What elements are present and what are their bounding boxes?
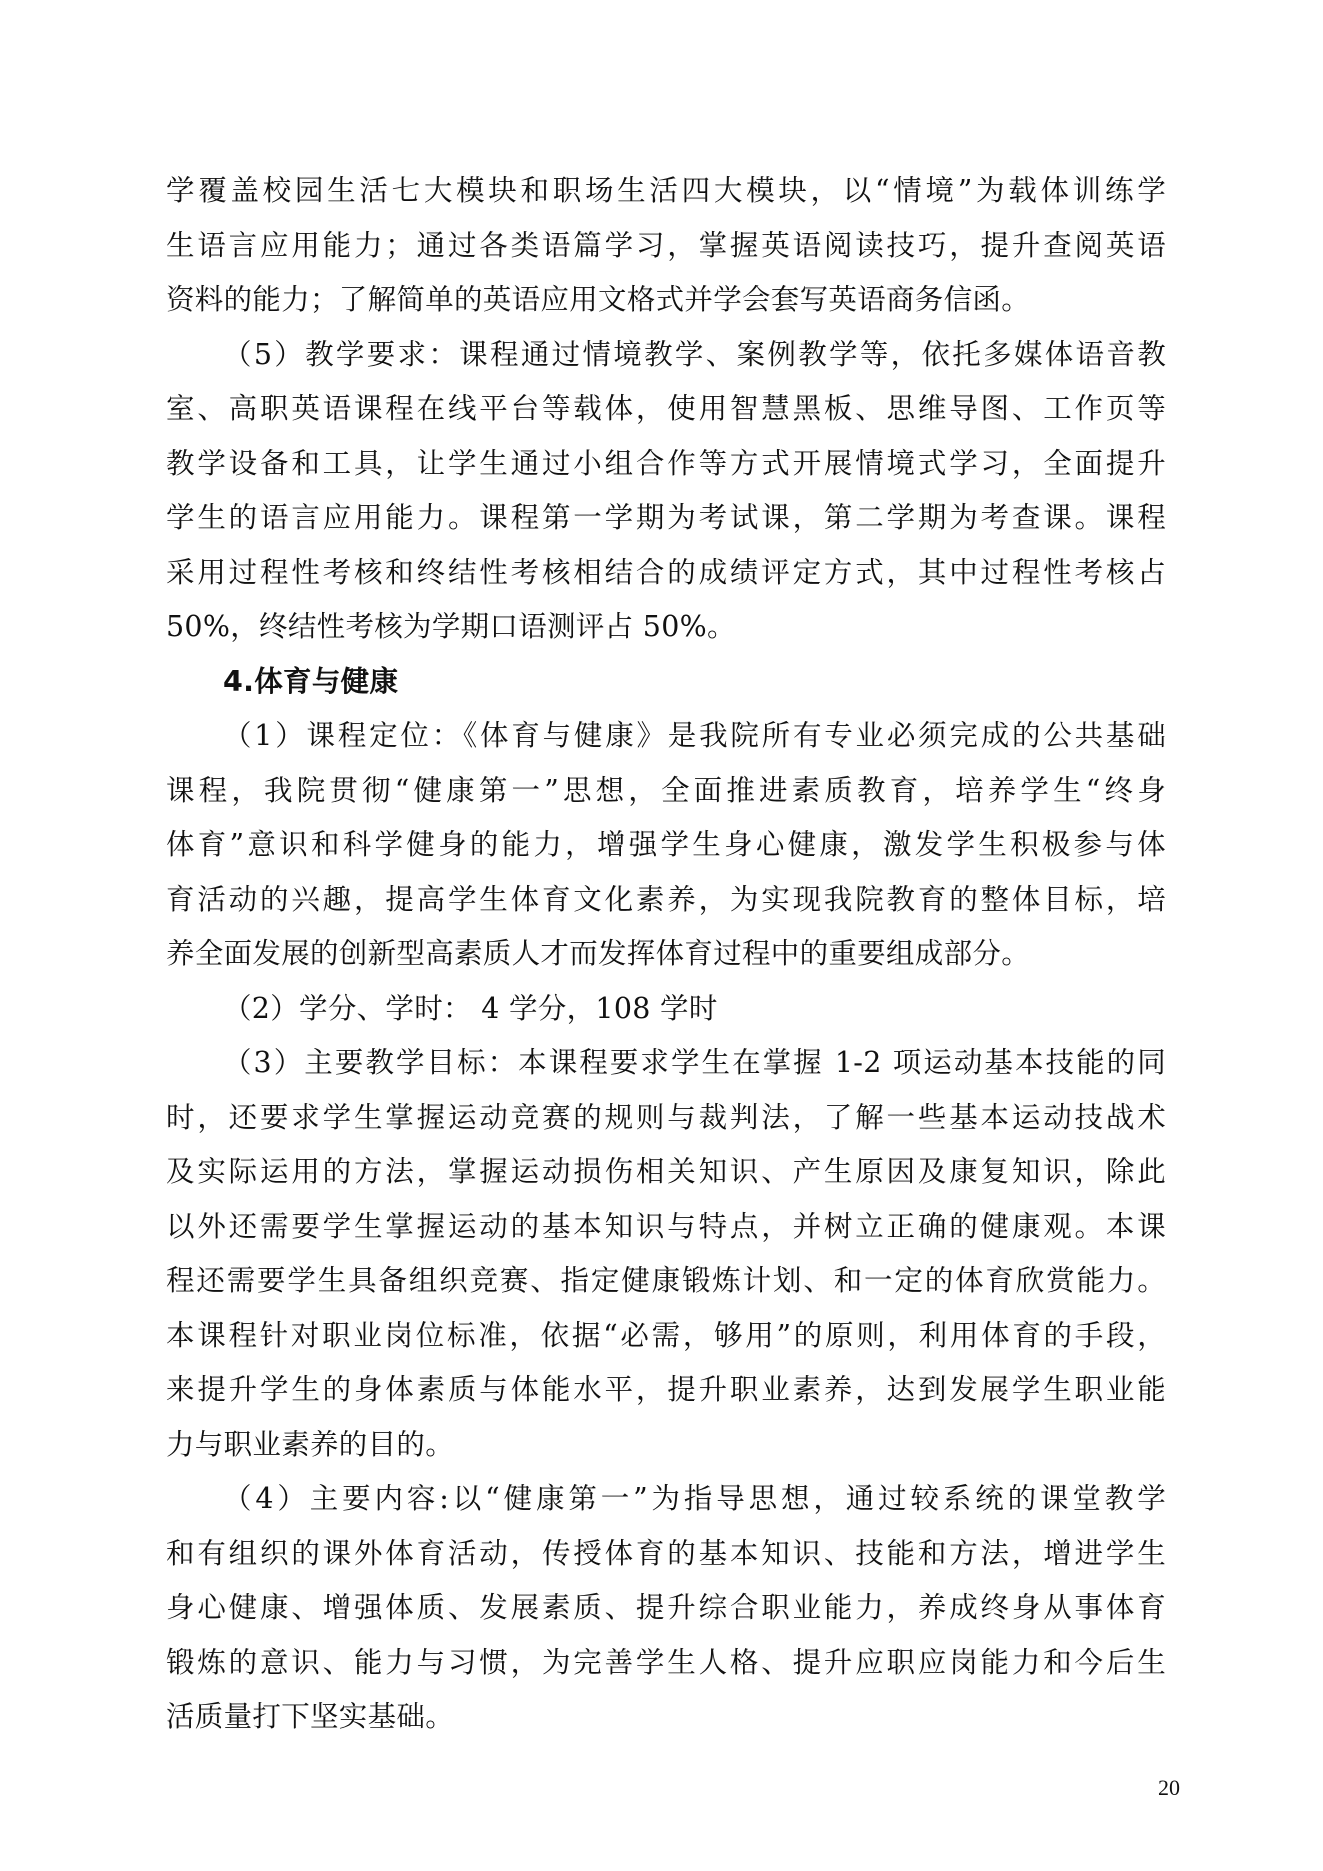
text-line: 体育”意识和科学健身的能力，增强学生身心健康，激发学生积极参与体 — [166, 828, 1166, 861]
page-number: 20 — [1158, 1775, 1180, 1800]
text-line: 50%，终结性考核为学期口语测评占 50%。 — [166, 610, 736, 643]
text-line: 锻炼的意识、能力与习惯，为完善学生人格、提升应职应岗能力和今后生 — [166, 1645, 1166, 1679]
body-text — [166, 164, 1166, 1745]
text-line: 力与职业素养的目的。 — [166, 1427, 455, 1461]
text-line: 时，还要求学生掌握运动竞赛的规则与裁判法，了解一些基本运动技战术 — [166, 1100, 1166, 1134]
paragraph-main-content — [166, 1472, 1166, 1745]
text-line: 本课程针对职业岗位标准，依据“必需，够用”的原则，利用体育的手段， — [166, 1318, 1166, 1352]
paragraph-english-content-continued — [166, 164, 1166, 328]
text-line: 身心健康、增强体质、发展素质、提升综合职业能力，养成终身从事体育 — [166, 1591, 1166, 1624]
text-line: 来提升学生的身体素质与体能水平，提升职业素养，达到发展学生职业能 — [166, 1373, 1166, 1406]
text-line: （4）主要内容:以“健康第一”为指导思想，通过较系统的课堂教学 — [223, 1482, 1166, 1515]
paragraph-teaching-objectives — [166, 1036, 1166, 1472]
paragraph-credits-hours — [166, 982, 1166, 1037]
text-line: （5）教学要求：课程通过情境教学、案例教学等，依托多媒体语音教 — [223, 337, 1166, 371]
text-line: 生语言应用能力；通过各类语篇学习，掌握英语阅读技巧，提升查阅英语 — [166, 228, 1166, 262]
text-line: （1）课程定位：《体育与健康》是我院所有专业必须完成的公共基础 — [223, 719, 1166, 752]
text-line: 及实际运用的方法，掌握运动损伤相关知识、产生原因及康复知识，除此 — [166, 1155, 1166, 1188]
text-line: 和有组织的课外体育活动，传授体育的基本知识、技能和方法，增进学生 — [166, 1536, 1166, 1570]
paragraph-teaching-requirements — [166, 328, 1166, 655]
section-heading: 4.体育与健康 — [223, 664, 399, 698]
text-line: 资料的能力；了解简单的英语应用文格式并学会套写英语商务信函。 — [166, 283, 1031, 316]
text-line: 程还需要学生具备组织竞赛、指定健康锻炼计划、和一定的体育欣赏能力。 — [166, 1264, 1166, 1297]
text-line: 教学设备和工具，让学生通过小组合作等方式开展情境式学习，全面提升 — [166, 446, 1166, 480]
text-line: 活质量打下坚实基础。 — [166, 1700, 455, 1733]
paragraph-course-positioning — [166, 709, 1166, 982]
text-line: （2）学分、学时： 4 学分，108 学时 — [223, 991, 718, 1025]
text-line: 学生的语言应用能力。课程第一学期为考试课，第二学期为考查课。课程 — [166, 501, 1166, 534]
text-line: 学覆盖校园生活七大模块和职场生活四大模块，以“情境”为载体训练学 — [166, 174, 1166, 207]
text-line: 采用过程性考核和终结性考核相结合的成绩评定方式，其中过程性考核占 — [166, 555, 1166, 589]
text-line: （3）主要教学目标：本课程要求学生在掌握 1-2 项运动基本技能的同 — [223, 1046, 1166, 1079]
text-line: 以外还需要学生掌握运动的基本知识与特点，并树立正确的健康观。本课 — [166, 1209, 1166, 1243]
text-line: 养全面发展的创新型高素质人才而发挥体育过程中的重要组成部分。 — [166, 937, 1031, 970]
text-line: 育活动的兴趣，提高学生体育文化素养，为实现我院教育的整体目标，培 — [166, 882, 1166, 916]
text-line: 室、高职英语课程在线平台等载体，使用智慧黑板、思维导图、工作页等 — [166, 392, 1166, 425]
text-line: 课程，我院贯彻“健康第一”思想，全面推进素质教育，培养学生“终身 — [166, 773, 1166, 807]
